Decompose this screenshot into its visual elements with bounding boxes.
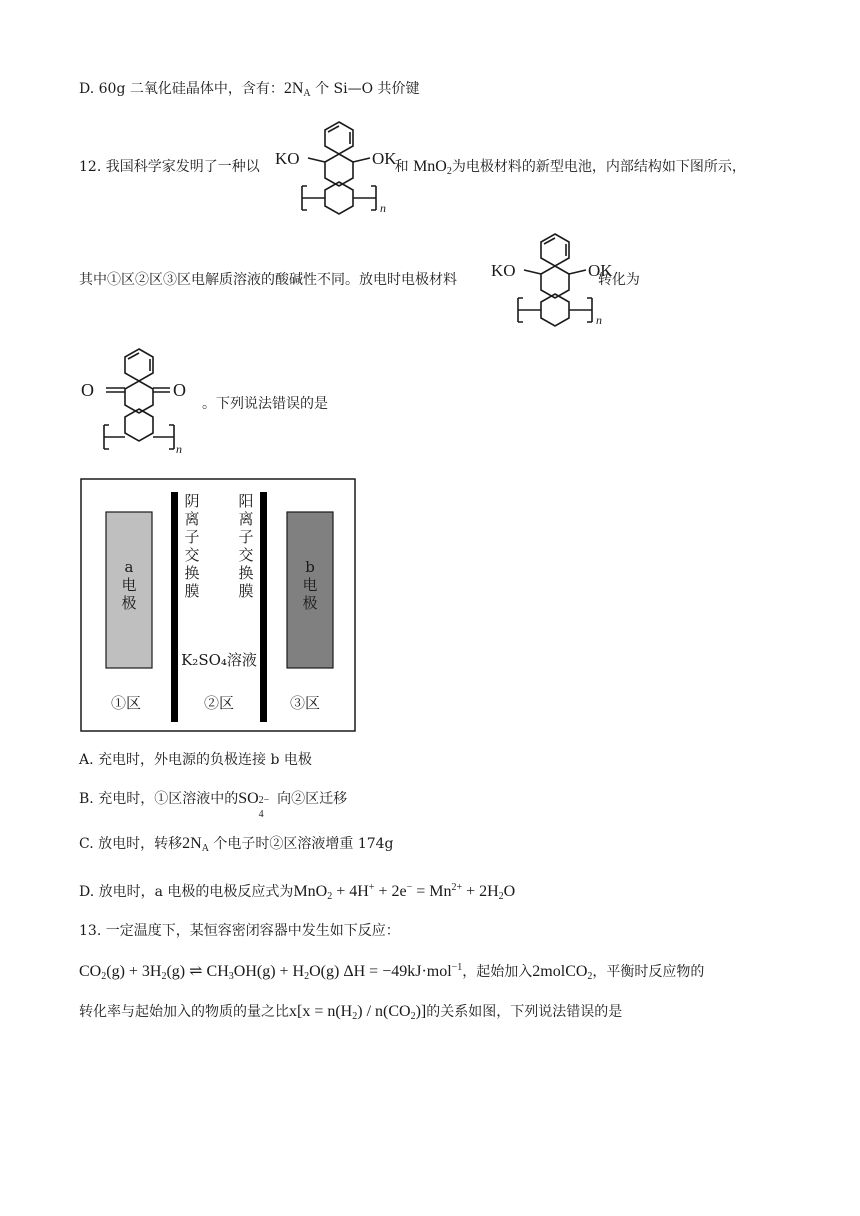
anion-membrane [171, 492, 178, 722]
membrane-right-char-4: 交 [238, 546, 254, 564]
o-label-left: O [81, 380, 94, 400]
electrode-a-label-3: 极 [121, 594, 137, 612]
membrane-right-char-1: 阳 [238, 492, 254, 510]
membrane-left-char-4: 交 [184, 546, 200, 564]
electrode-equation: $MnO_2 + 4H^+ + 2e^- = Mn^{2+} + 2H_2O$ [293, 882, 516, 902]
q11-amount: $2N_A$ [283, 80, 311, 99]
q12-option-d: D. 放电时，a 电极的电极反应式为$MnO_2 + 4H^+ + 2e^- = Mn^{2+} + 2H_2O$ [79, 882, 516, 902]
zone-1-label: ①区 [110, 694, 142, 712]
q13-line3: 转化率与起始加入的物质的量之比$x[x = n(H_2) / n(CO_2)]$的关系如图，下列说法错误的是 [79, 1003, 623, 1022]
membrane-right-char-3: 子 [238, 528, 254, 546]
q12-line2: 其中①区②区③区电解质溶液的酸碱性不同。放电时电极材料 转化为 [79, 272, 640, 288]
repeat-n: n [176, 442, 182, 456]
electrode-b-label-3: 极 [302, 594, 318, 612]
q12-line3: 。下列说法错误的是 [202, 396, 328, 412]
membrane-left-char-3: 子 [184, 528, 200, 546]
q12-intro-line: 12. 我国科学家发明了一种以 和 MnO$_2$为电极材料的新型电池，内部结构如下图所示， [79, 158, 746, 177]
molecule-reduced-2 [486, 230, 626, 334]
q13-equation-line: $CO_2(g) + 3H_2(g)$ ⇌ $CH_3OH(g) + H_2O(g) \Delta H = -49kJ\cdot mol^{-1}$，起始加入2molCO$_2$，平衡时反应物的 [79, 962, 705, 982]
o-label-right: O [173, 380, 186, 400]
sulfate-ion: SO 2− 4 [238, 790, 270, 820]
repeat-n: n [380, 201, 386, 215]
ko-label: KO [491, 261, 516, 280]
membrane-left-char-1: 阴 [184, 492, 200, 510]
cation-membrane [260, 492, 267, 722]
membrane-left-char-6: 膜 [184, 582, 200, 600]
q12-option-c: C. 放电时，转移$2N_A$ 个电子时②区溶液增重 174g [79, 835, 394, 854]
q13-equation: $CO_2(g) + 3H_2(g)$ ⇌ $CH_3OH(g) + H_2O(g) \Delta H = -49kJ\cdot mol^{-1}$ [79, 962, 463, 982]
mno2-formula: MnO$_2$ [413, 158, 452, 177]
ok-label: OK [588, 261, 613, 280]
membrane-left-char-2: 离 [184, 510, 200, 528]
ok-label: OK [372, 149, 397, 168]
q13-number: 13. [79, 923, 102, 939]
solution-label: K₂SO₄溶液 [181, 651, 257, 669]
battery-diagram [80, 478, 358, 734]
molecule-reduced-1 [270, 118, 410, 222]
electrode-b-label-1: b [305, 558, 315, 576]
membrane-left-char-5: 换 [184, 564, 200, 582]
ko-label: KO [275, 149, 300, 168]
electrode-a-label-2: 电 [121, 576, 137, 594]
membrane-right-char-2: 离 [238, 510, 254, 528]
q12-option-b: B. 充电时，①区溶液中的SO 2− 4 向②区迁移 [79, 790, 348, 820]
ratio-definition: $x[x = n(H_2) / n(CO_2)]$ [289, 1003, 427, 1022]
membrane-right-char-6: 膜 [238, 582, 254, 600]
zone-3-label: ③区 [289, 694, 321, 712]
q13-intro: 13. 一定温度下，某恒容密闭容器中发生如下反应： [79, 923, 400, 939]
membrane-right-char-5: 换 [238, 564, 254, 582]
electrode-a-label-1: a [124, 558, 134, 576]
repeat-n: n [596, 313, 602, 327]
molecule-oxidized [76, 345, 206, 461]
zone-2-label: ②区 [203, 694, 235, 712]
electrode-b-label-2: 电 [302, 576, 318, 594]
q12-option-a: A. 充电时，外电源的负极连接 b 电极 [79, 752, 312, 768]
q12-number: 12. [79, 159, 102, 175]
q11-option-d: D. 60g 二氧化硅晶体中，含有：$2N_A$ 个 Si—O 共价键 [79, 80, 420, 99]
